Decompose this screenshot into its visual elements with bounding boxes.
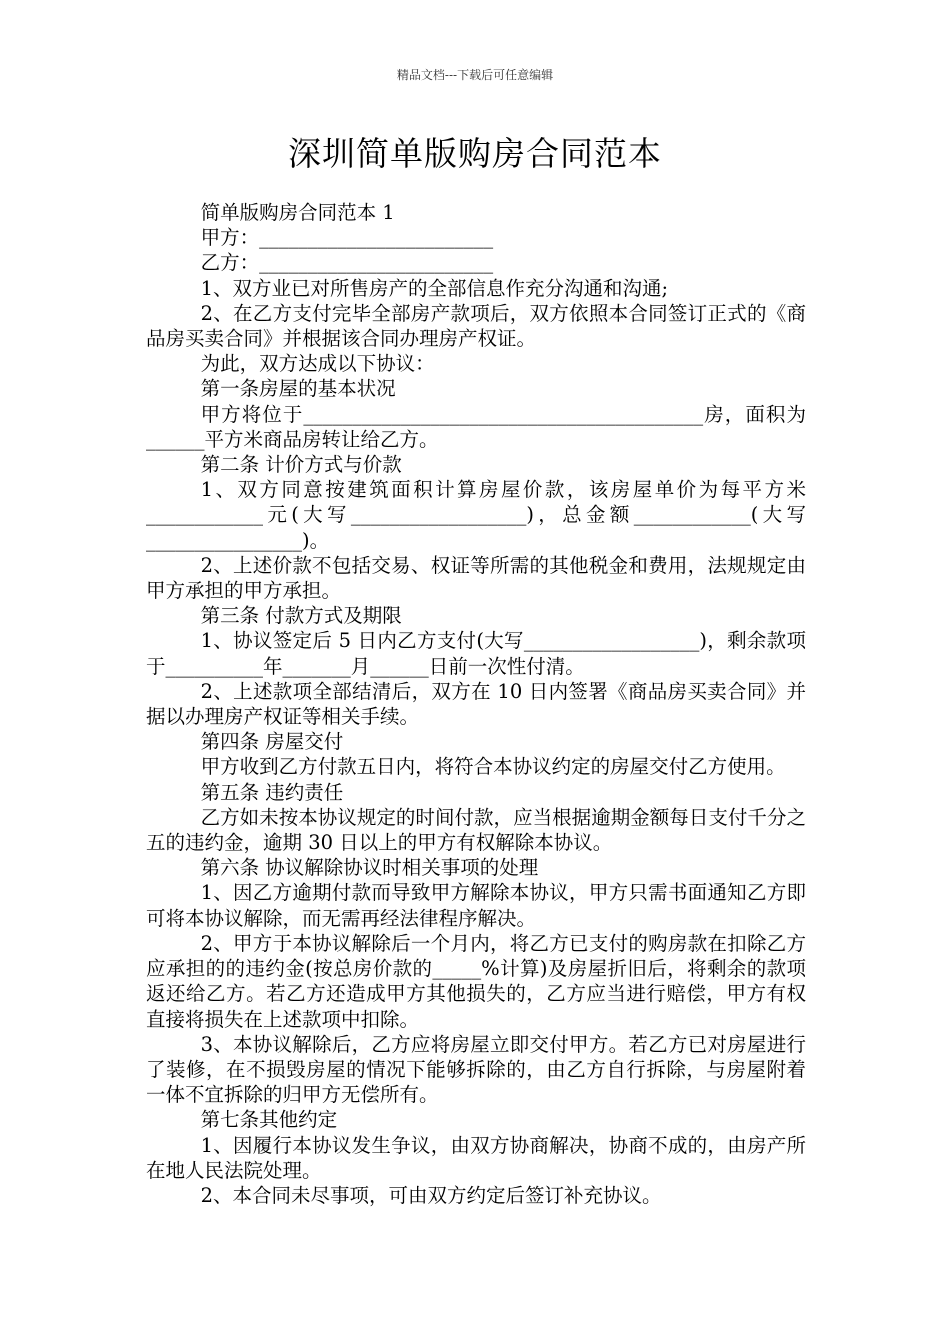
article-heading: 第七条其他约定 xyxy=(200,1108,338,1132)
page-header: 精品文档---下载后可任意编辑 xyxy=(396,68,554,82)
article-heading: 第五条 违约责任 xyxy=(200,780,344,804)
paragraph: 3、本协议解除后，乙方应将房屋立即交付甲方。若乙方已对房屋进行了装修，在不损毁房屋的情况下能够拆除的，由乙方自行拆除，与房屋附着一体不宜拆除的归甲方无偿所有。 xyxy=(146,1032,806,1107)
party-b-line: 乙方：________________________ xyxy=(200,251,494,275)
article-heading: 第一条房屋的基本状况 xyxy=(200,377,396,401)
document-body xyxy=(146,200,806,1208)
paragraph: 甲方收到乙方付款五日内，将符合本协议约定的房屋交付乙方使用。 xyxy=(200,755,786,779)
paragraph: 1、双方同意按建筑面积计算房屋价款，该房屋单价为每平方米____________元(大写__________________)，总金额____________(大写________________)。 xyxy=(146,478,806,552)
paragraph: 1、协议签定后 5 日内乙方支付(大写__________________)，剩余款项于__________年_______月______日前一次性付清。 xyxy=(146,629,806,678)
article-heading: 第三条 付款方式及期限 xyxy=(200,604,402,628)
paragraph: 甲方将位于_________________________________________房，面积为______平方米商品房转让给乙方。 xyxy=(146,402,806,451)
paragraph: 为此，双方达成以下协议： xyxy=(200,352,435,376)
paragraph: 乙方如未按本协议规定的时间付款，应当根据逾期金额每日支付千分之五的违约金，逾期 30 日以上的甲方有权解除本协议。 xyxy=(146,805,806,855)
paragraph: 2、甲方于本协议解除后一个月内，将乙方已支付的购房款在扣除乙方应承担的的违约金(按总房价款的_____%计算)及房屋折旧后，将剩余的款项返还给乙方。若乙方还造成甲方其他损失的，乙方应当进行赔偿，甲方有权直接将损失在上述款项中扣除。 xyxy=(146,931,806,1031)
party-a-line: 甲方：________________________ xyxy=(200,226,494,250)
article-heading: 第四条 房屋交付 xyxy=(200,730,344,754)
article-heading: 第二条 计价方式与价款 xyxy=(200,453,402,477)
paragraph: 简单版购房合同范本 1 xyxy=(200,201,395,224)
paragraph: 1、双方业已对所售房产的全部信息作充分沟通和沟通; xyxy=(200,276,669,300)
paragraph: 2、上述款项全部结清后，双方在 10 日内签署《商品房买卖合同》并据以办理房产权证等相关手续。 xyxy=(146,679,806,729)
document-title: 深圳简单版购房合同范本 xyxy=(288,134,662,173)
paragraph: 2、在乙方支付完毕全部房产款项后，双方依照本合同签订正式的《商品房买卖合同》并根据该合同办理房产权证。 xyxy=(146,301,806,351)
paragraph: 1、因履行本协议发生争议，由双方协商解决，协商不成的，由房产所在地人民法院处理。 xyxy=(146,1133,806,1182)
paragraph: 2、上述价款不包括交易、权证等所需的其他税金和费用，法规规定由甲方承担的甲方承担。 xyxy=(146,553,806,603)
paragraph: 2、本合同未尽事项，可由双方约定后签订补充协议。 xyxy=(200,1183,662,1207)
article-heading: 第六条 协议解除协议时相关事项的处理 xyxy=(200,856,539,880)
paragraph: 1、因乙方逾期付款而导致甲方解除本协议，甲方只需书面通知乙方即可将本协议解除，而无需再经法律程序解决。 xyxy=(146,881,806,930)
